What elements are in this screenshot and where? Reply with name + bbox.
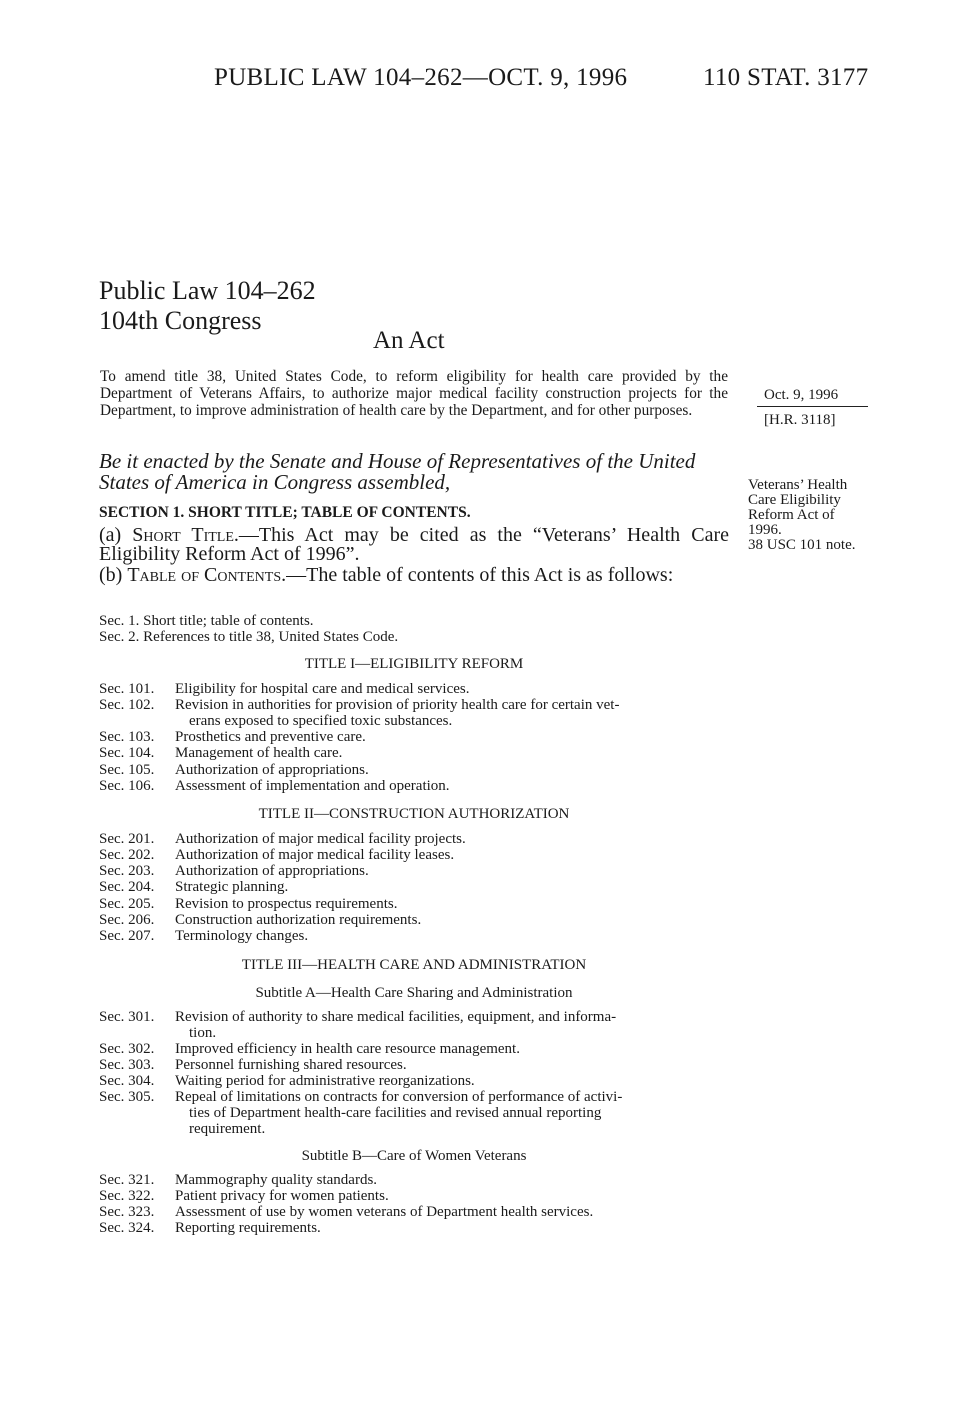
toc-row-continuation: erans exposed to specified toxic substances. <box>189 713 453 729</box>
subsection-a <box>99 526 729 564</box>
margin-note-line: Veterans’ Health <box>748 477 848 493</box>
toc-row: Sec. 304. Waiting period for administrative reorganizations. <box>99 1073 475 1089</box>
toc-row: Sec. 2. References to title 38, United States Code. <box>99 629 399 645</box>
toc-row-continuation: requirement. <box>189 1121 266 1137</box>
toc-row: Sec. 305. Repeal of limitations on contracts for conversion of performance of activi- <box>99 1089 623 1105</box>
toc-row: Sec. 207. Terminology changes. <box>99 928 309 944</box>
law-title-block <box>99 276 316 336</box>
toc-row: Sec. 103. Prosthetics and preventive care. <box>99 729 366 745</box>
toc-row: Sec. 202. Authorization of major medical facility leases. <box>99 847 455 863</box>
an-act-heading: An Act <box>373 327 445 354</box>
subsection-b-caption: Table of Contents <box>127 564 282 586</box>
margin-note-short-title <box>748 478 856 553</box>
subsection-b <box>99 566 729 585</box>
toc-row: Sec. 322. Patient privacy for women patients. <box>99 1188 389 1204</box>
toc-subtitle-b-heading: Subtitle B—Care of Women Veterans <box>301 1148 527 1164</box>
toc-row: Sec. 204. Strategic planning. <box>99 879 289 895</box>
subsection-b-label: (b) <box>99 564 128 586</box>
toc-row: Sec. 302. Improved efficiency in health care resource management. <box>99 1041 520 1057</box>
purpose-paragraph: To amend title 38, United States Code, to reform eligibility for health care provided by the Department of Veterans Affairs, to authorize major medical facility construction projects for the Department, to improve administration of health care by the Department, and for other purposes. <box>100 368 728 420</box>
margin-note-line: Reform Act of <box>748 507 835 523</box>
margin-note-usc: 38 USC 101 note. <box>748 537 856 553</box>
toc-row: Sec. 104. Management of health care. <box>99 745 343 761</box>
subsection-a-label: (a) <box>99 524 133 546</box>
toc-row-continuation: tion. <box>189 1025 217 1041</box>
congress-number: 104th Congress <box>99 306 262 335</box>
toc-row: Sec. 1. Short title; table of contents. <box>99 613 314 629</box>
toc-row: Sec. 321. Mammography quality standards. <box>99 1172 378 1188</box>
toc-subtitle-a-heading: Subtitle A—Health Care Sharing and Administration <box>255 985 573 1001</box>
margin-note-date: Oct. 9, 1996 <box>764 387 839 403</box>
subsection-a-text: .—This Act may be cited as the “Veterans’ Health Care Eligibility Reform Act of 1996”. <box>99 524 729 565</box>
running-header-left: PUBLIC LAW 104–262—OCT. 9, 1996 <box>214 64 628 91</box>
toc-row: Sec. 105. Authorization of appropriations. <box>99 762 369 778</box>
toc-row: Sec. 106. Assessment of implementation and operation. <box>99 778 450 794</box>
margin-note-bill: [H.R. 3118] <box>764 412 836 428</box>
margin-note-line: 1996. <box>748 522 782 538</box>
toc-row: Sec. 303. Personnel furnishing shared resources. <box>99 1057 407 1073</box>
running-header-page: 110 STAT. 3177 <box>703 64 869 91</box>
toc-row: Sec. 206. Construction authorization requirements. <box>99 912 422 928</box>
toc-row: Sec. 301. Revision of authority to share medical facilities, equipment, and informa- <box>99 1009 617 1025</box>
toc-row-continuation: ties of Department health-care facilities and revised annual reporting <box>189 1105 602 1121</box>
law-number: Public Law 104–262 <box>99 276 316 305</box>
toc-title-3-heading: TITLE III—HEALTH CARE AND ADMINISTRATION <box>241 957 587 973</box>
subsection-a-caption: Short Title <box>132 524 234 546</box>
toc-row: Sec. 101. Eligibility for hospital care and medical services. <box>99 681 470 697</box>
margin-note-line: Care Eligibility <box>748 492 841 508</box>
toc-title-2-heading: TITLE II—CONSTRUCTION AUTHORIZATION <box>258 806 570 822</box>
section-1-heading: SECTION 1. SHORT TITLE; TABLE OF CONTENTS. <box>99 504 471 521</box>
toc-title-1-heading: TITLE I—ELIGIBILITY REFORM <box>304 656 524 672</box>
toc-row: Sec. 323. Assessment of use by women veterans of Department health services. <box>99 1204 594 1220</box>
margin-note-rule <box>757 406 868 407</box>
subsection-b-text: .—The table of contents of this Act is as follows: <box>281 564 674 586</box>
toc-row: Sec. 203. Authorization of appropriations. <box>99 863 369 879</box>
toc-row: Sec. 201. Authorization of major medical facility projects. <box>99 831 466 847</box>
toc-row: Sec. 324. Reporting requirements. <box>99 1220 321 1236</box>
toc-row: Sec. 102. Revision in authorities for provision of priority health care for certain vet- <box>99 697 620 713</box>
enacting-clause: Be it enacted by the Senate and House of Representatives of the United States of America in Congress assembled, <box>99 449 696 494</box>
toc-row: Sec. 205. Revision to prospectus requirements. <box>99 896 398 912</box>
